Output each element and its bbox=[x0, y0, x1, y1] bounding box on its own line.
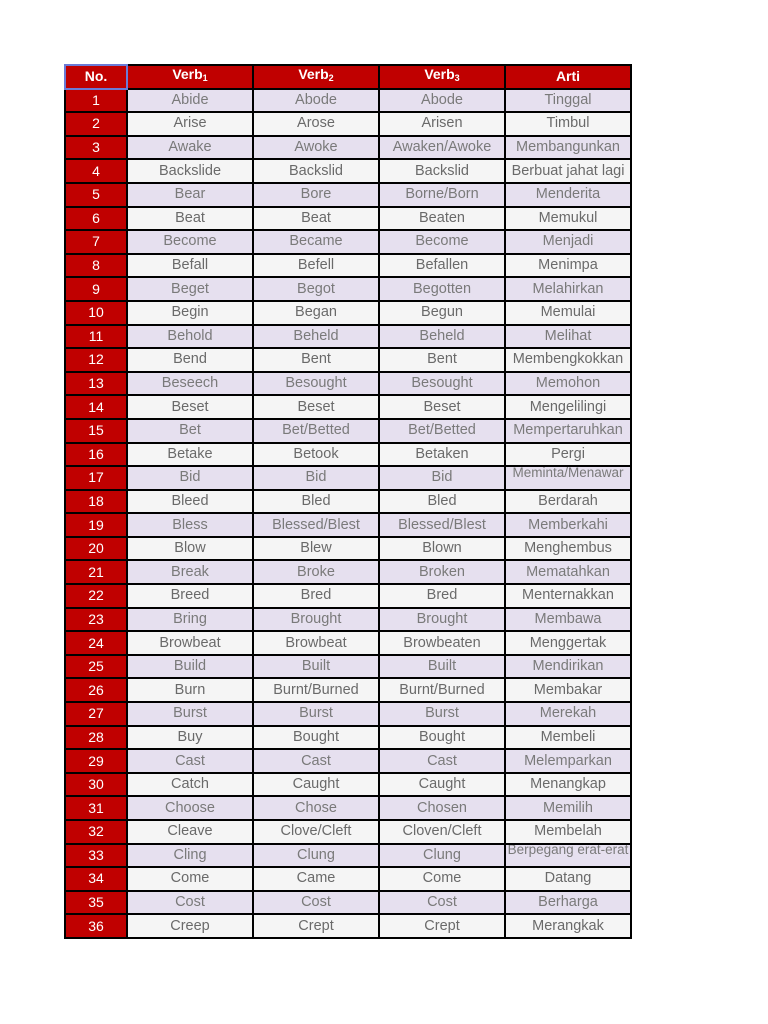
arti-cell[interactable]: Berdarah bbox=[505, 490, 631, 514]
arti-cell[interactable]: Membengkokkan bbox=[505, 348, 631, 372]
verb2-cell[interactable]: Besought bbox=[253, 372, 379, 396]
verb2-cell[interactable]: Bore bbox=[253, 183, 379, 207]
arti-cell-text: Meminta/Menawar bbox=[512, 466, 624, 480]
table-row bbox=[65, 608, 631, 632]
arti-cell[interactable]: Menimpa bbox=[505, 254, 631, 278]
verb1-cell[interactable]: Choose bbox=[127, 796, 253, 820]
verb2-cell[interactable]: Became bbox=[253, 230, 379, 254]
table-row bbox=[65, 207, 631, 231]
verb3-cell[interactable]: Betaken bbox=[379, 443, 505, 467]
verb2-cell[interactable]: Clung bbox=[253, 844, 379, 868]
verb1-cell[interactable]: Bring bbox=[127, 608, 253, 632]
verb3-cell[interactable]: Built bbox=[379, 655, 505, 679]
arti-cell-text: Berpegang erat-erat bbox=[507, 843, 629, 858]
arti-cell[interactable] bbox=[505, 844, 631, 868]
verb1-cell[interactable]: Catch bbox=[127, 773, 253, 797]
row-number[interactable]: 21 bbox=[65, 560, 127, 584]
verb1-cell[interactable]: Buy bbox=[127, 726, 253, 750]
table-row bbox=[65, 372, 631, 396]
header-no[interactable]: No. bbox=[65, 65, 127, 89]
arti-cell[interactable]: Memulai bbox=[505, 301, 631, 325]
verb3-cell[interactable]: Broken bbox=[379, 560, 505, 584]
verb1-cell[interactable]: Cost bbox=[127, 891, 253, 915]
verb1-cell[interactable]: Burst bbox=[127, 702, 253, 726]
table-row bbox=[65, 136, 631, 160]
row-number[interactable]: 9 bbox=[65, 277, 127, 301]
verb3-cell[interactable]: Beheld bbox=[379, 325, 505, 349]
verb1-cell[interactable]: Creep bbox=[127, 914, 253, 938]
verb2-cell[interactable]: Blew bbox=[253, 537, 379, 561]
table-row bbox=[65, 844, 631, 868]
row-number[interactable]: 32 bbox=[65, 820, 127, 844]
table-row bbox=[65, 914, 631, 938]
verb1-cell[interactable]: Come bbox=[127, 867, 253, 891]
row-number[interactable]: 12 bbox=[65, 348, 127, 372]
arti-cell[interactable]: Melemparkan bbox=[505, 749, 631, 773]
header-verb2[interactable]: Verb$_2$ bbox=[253, 65, 379, 89]
verb2-cell[interactable]: Beat bbox=[253, 207, 379, 231]
verb3-cell[interactable]: Become bbox=[379, 230, 505, 254]
verb2-cell[interactable]: Cast bbox=[253, 749, 379, 773]
row-number[interactable]: 16 bbox=[65, 443, 127, 467]
verb1-cell[interactable]: Bless bbox=[127, 513, 253, 537]
table-row bbox=[65, 537, 631, 561]
verb3-cell[interactable]: Bought bbox=[379, 726, 505, 750]
verb3-cell[interactable]: Blown bbox=[379, 537, 505, 561]
verb1-cell[interactable]: Build bbox=[127, 655, 253, 679]
verb1-cell[interactable]: Cast bbox=[127, 749, 253, 773]
header-row bbox=[65, 65, 631, 89]
arti-cell[interactable]: Melahirkan bbox=[505, 277, 631, 301]
verb3-cell[interactable]: Beset bbox=[379, 395, 505, 419]
row-number[interactable]: 36 bbox=[65, 914, 127, 938]
verb1-cell[interactable]: Begin bbox=[127, 301, 253, 325]
row-number[interactable]: 22 bbox=[65, 584, 127, 608]
arti-cell[interactable]: Melihat bbox=[505, 325, 631, 349]
verb2-cell[interactable]: Beset bbox=[253, 395, 379, 419]
verb1-cell[interactable]: Arise bbox=[127, 112, 253, 136]
verb3-cell[interactable]: Cloven/Cleft bbox=[379, 820, 505, 844]
verb2-cell[interactable]: Browbeat bbox=[253, 631, 379, 655]
verb3-cell[interactable]: Awaken/Awoke bbox=[379, 136, 505, 160]
verb1-cell[interactable]: Betake bbox=[127, 443, 253, 467]
row-number[interactable]: 11 bbox=[65, 325, 127, 349]
verb2-cell[interactable]: Bled bbox=[253, 490, 379, 514]
table-row bbox=[65, 254, 631, 278]
row-number[interactable]: 26 bbox=[65, 678, 127, 702]
verb3-cell[interactable]: Chosen bbox=[379, 796, 505, 820]
table-row bbox=[65, 490, 631, 514]
verb3-cell[interactable]: Cost bbox=[379, 891, 505, 915]
verb1-cell[interactable]: Beseech bbox=[127, 372, 253, 396]
verb2-cell[interactable]: Caught bbox=[253, 773, 379, 797]
row-number[interactable]: 5 bbox=[65, 183, 127, 207]
row-number[interactable]: 8 bbox=[65, 254, 127, 278]
verb3-cell[interactable]: Come bbox=[379, 867, 505, 891]
row-number[interactable]: 4 bbox=[65, 159, 127, 183]
verb3-cell[interactable]: Begun bbox=[379, 301, 505, 325]
row-number[interactable]: 7 bbox=[65, 230, 127, 254]
verb2-cell[interactable]: Awoke bbox=[253, 136, 379, 160]
arti-cell[interactable]: Membawa bbox=[505, 608, 631, 632]
verb1-cell[interactable]: Break bbox=[127, 560, 253, 584]
row-number[interactable]: 29 bbox=[65, 749, 127, 773]
verb1-cell[interactable]: Bet bbox=[127, 419, 253, 443]
arti-cell[interactable]: Datang bbox=[505, 867, 631, 891]
verb1-cell[interactable]: Breed bbox=[127, 584, 253, 608]
arti-cell[interactable]: Menangkap bbox=[505, 773, 631, 797]
verb1-cell[interactable]: Abide bbox=[127, 89, 253, 113]
row-number[interactable]: 23 bbox=[65, 608, 127, 632]
verb2-cell[interactable]: Bid bbox=[253, 466, 379, 490]
arti-cell[interactable]: Membeli bbox=[505, 726, 631, 750]
verb2-cell[interactable]: Bought bbox=[253, 726, 379, 750]
verb2-cell[interactable]: Brought bbox=[253, 608, 379, 632]
header-verb1[interactable]: Verb$_1$ bbox=[127, 65, 253, 89]
table-row bbox=[65, 726, 631, 750]
verb3-cell[interactable]: Clung bbox=[379, 844, 505, 868]
verb1-cell[interactable]: Beget bbox=[127, 277, 253, 301]
table-row bbox=[65, 655, 631, 679]
table-row bbox=[65, 395, 631, 419]
table-row bbox=[65, 348, 631, 372]
verb3-cell[interactable]: Brought bbox=[379, 608, 505, 632]
row-number[interactable]: 13 bbox=[65, 372, 127, 396]
verb1-cell[interactable]: Become bbox=[127, 230, 253, 254]
verb2-cell[interactable]: Backslid bbox=[253, 159, 379, 183]
verb3-cell[interactable]: Burst bbox=[379, 702, 505, 726]
verb1-cell[interactable]: Backslide bbox=[127, 159, 253, 183]
arti-cell[interactable]: Menjadi bbox=[505, 230, 631, 254]
verb2-cell[interactable]: Befell bbox=[253, 254, 379, 278]
row-number[interactable]: 25 bbox=[65, 655, 127, 679]
verb3-cell[interactable]: Arisen bbox=[379, 112, 505, 136]
verb3-cell[interactable]: Burnt/Burned bbox=[379, 678, 505, 702]
row-number[interactable]: 28 bbox=[65, 726, 127, 750]
table-row bbox=[65, 796, 631, 820]
arti-cell[interactable]: Membelah bbox=[505, 820, 631, 844]
table-row bbox=[65, 513, 631, 537]
arti-cell[interactable] bbox=[505, 466, 631, 490]
verb2-cell[interactable]: Begot bbox=[253, 277, 379, 301]
arti-cell[interactable]: Tinggal bbox=[505, 89, 631, 113]
verb3-cell[interactable]: Bled bbox=[379, 490, 505, 514]
arti-cell[interactable]: Mendirikan bbox=[505, 655, 631, 679]
arti-cell[interactable]: Mematahkan bbox=[505, 560, 631, 584]
row-number[interactable]: 27 bbox=[65, 702, 127, 726]
verb2-cell[interactable]: Arose bbox=[253, 112, 379, 136]
verb1-cell[interactable]: Awake bbox=[127, 136, 253, 160]
table-row bbox=[65, 678, 631, 702]
table-row bbox=[65, 631, 631, 655]
table-row bbox=[65, 277, 631, 301]
verb2-cell[interactable]: Bred bbox=[253, 584, 379, 608]
verb3-cell[interactable]: Bent bbox=[379, 348, 505, 372]
verb3-cell[interactable]: Cast bbox=[379, 749, 505, 773]
verb2-cell[interactable]: Cost bbox=[253, 891, 379, 915]
verb3-cell[interactable]: Blessed/Blest bbox=[379, 513, 505, 537]
verb1-cell[interactable]: Beset bbox=[127, 395, 253, 419]
arti-cell[interactable]: Berharga bbox=[505, 891, 631, 915]
row-number[interactable]: 6 bbox=[65, 207, 127, 231]
header-arti[interactable]: Arti bbox=[505, 65, 631, 89]
arti-cell[interactable]: Mengelilingi bbox=[505, 395, 631, 419]
row-number[interactable]: 33 bbox=[65, 844, 127, 868]
row-number[interactable]: 35 bbox=[65, 891, 127, 915]
header-verb3[interactable]: Verb$_3$ bbox=[379, 65, 505, 89]
row-number[interactable]: 2 bbox=[65, 112, 127, 136]
verb1-cell[interactable]: Befall bbox=[127, 254, 253, 278]
arti-cell[interactable]: Merangkak bbox=[505, 914, 631, 938]
verb2-cell[interactable]: Bet/Betted bbox=[253, 419, 379, 443]
verb3-cell[interactable]: Browbeaten bbox=[379, 631, 505, 655]
verb2-cell[interactable]: Crept bbox=[253, 914, 379, 938]
verb3-cell[interactable]: Besought bbox=[379, 372, 505, 396]
verb3-cell[interactable]: Backslid bbox=[379, 159, 505, 183]
table-row bbox=[65, 159, 631, 183]
row-number[interactable]: 24 bbox=[65, 631, 127, 655]
arti-cell[interactable]: Membakar bbox=[505, 678, 631, 702]
row-number[interactable]: 10 bbox=[65, 301, 127, 325]
table-row bbox=[65, 183, 631, 207]
verb2-cell[interactable]: Burst bbox=[253, 702, 379, 726]
verb1-cell[interactable]: Bid bbox=[127, 466, 253, 490]
table-row bbox=[65, 749, 631, 773]
verb2-cell[interactable]: Bent bbox=[253, 348, 379, 372]
table-row bbox=[65, 89, 631, 113]
row-number[interactable]: 15 bbox=[65, 419, 127, 443]
verb1-cell[interactable]: Cling bbox=[127, 844, 253, 868]
verb1-cell[interactable]: Bleed bbox=[127, 490, 253, 514]
verb3-cell[interactable]: Borne/Born bbox=[379, 183, 505, 207]
arti-cell[interactable]: Pergi bbox=[505, 443, 631, 467]
verb2-cell[interactable]: Came bbox=[253, 867, 379, 891]
verb3-cell[interactable]: Caught bbox=[379, 773, 505, 797]
verb3-cell[interactable]: Befallen bbox=[379, 254, 505, 278]
verb1-cell[interactable]: Bend bbox=[127, 348, 253, 372]
table-row bbox=[65, 443, 631, 467]
table-row bbox=[65, 112, 631, 136]
arti-cell[interactable]: Merekah bbox=[505, 702, 631, 726]
verb2-cell[interactable]: Abode bbox=[253, 89, 379, 113]
table-row bbox=[65, 560, 631, 584]
verb1-cell[interactable]: Cleave bbox=[127, 820, 253, 844]
verb2-cell[interactable]: Beheld bbox=[253, 325, 379, 349]
verb3-cell[interactable]: Begotten bbox=[379, 277, 505, 301]
row-number[interactable]: 18 bbox=[65, 490, 127, 514]
verb3-cell[interactable]: Crept bbox=[379, 914, 505, 938]
arti-cell[interactable]: Memohon bbox=[505, 372, 631, 396]
row-number[interactable]: 30 bbox=[65, 773, 127, 797]
arti-cell[interactable]: Menghembus bbox=[505, 537, 631, 561]
verb2-cell[interactable]: Burnt/Burned bbox=[253, 678, 379, 702]
table-row bbox=[65, 466, 631, 490]
row-number[interactable]: 1 bbox=[65, 89, 127, 113]
verb1-cell[interactable]: Browbeat bbox=[127, 631, 253, 655]
verb1-cell[interactable]: Burn bbox=[127, 678, 253, 702]
arti-cell[interactable]: Memberkahi bbox=[505, 513, 631, 537]
arti-cell[interactable]: Mempertaruhkan bbox=[505, 419, 631, 443]
arti-cell[interactable]: Menternakkan bbox=[505, 584, 631, 608]
verb2-cell[interactable]: Began bbox=[253, 301, 379, 325]
arti-cell[interactable]: Memilih bbox=[505, 796, 631, 820]
row-number[interactable]: 14 bbox=[65, 395, 127, 419]
irregular-verbs-table bbox=[64, 64, 632, 939]
verb2-cell[interactable]: Chose bbox=[253, 796, 379, 820]
table-row bbox=[65, 230, 631, 254]
verb2-cell[interactable]: Broke bbox=[253, 560, 379, 584]
table-row bbox=[65, 867, 631, 891]
verb1-cell[interactable]: Behold bbox=[127, 325, 253, 349]
verb1-cell[interactable]: Blow bbox=[127, 537, 253, 561]
verb3-cell[interactable]: Beaten bbox=[379, 207, 505, 231]
table-row bbox=[65, 891, 631, 915]
row-number[interactable]: 17 bbox=[65, 466, 127, 490]
table-row bbox=[65, 702, 631, 726]
verb3-cell[interactable]: Abode bbox=[379, 89, 505, 113]
verb2-cell[interactable]: Clove/Cleft bbox=[253, 820, 379, 844]
table-row bbox=[65, 325, 631, 349]
table-row bbox=[65, 419, 631, 443]
verb2-cell[interactable]: Built bbox=[253, 655, 379, 679]
arti-cell[interactable]: Menderita bbox=[505, 183, 631, 207]
arti-cell[interactable]: Membangunkan bbox=[505, 136, 631, 160]
arti-cell[interactable]: Timbul bbox=[505, 112, 631, 136]
verb3-cell[interactable]: Bred bbox=[379, 584, 505, 608]
row-number[interactable]: 31 bbox=[65, 796, 127, 820]
table-row bbox=[65, 584, 631, 608]
verb1-cell[interactable]: Bear bbox=[127, 183, 253, 207]
table-row bbox=[65, 773, 631, 797]
row-number[interactable]: 20 bbox=[65, 537, 127, 561]
row-number[interactable]: 3 bbox=[65, 136, 127, 160]
arti-cell[interactable]: Berbuat jahat lagi bbox=[505, 159, 631, 183]
verb2-cell[interactable]: Betook bbox=[253, 443, 379, 467]
arti-cell[interactable]: Menggertak bbox=[505, 631, 631, 655]
verb3-cell[interactable]: Bet/Betted bbox=[379, 419, 505, 443]
verb3-cell[interactable]: Bid bbox=[379, 466, 505, 490]
row-number[interactable]: 34 bbox=[65, 867, 127, 891]
table-row bbox=[65, 820, 631, 844]
verb2-cell[interactable]: Blessed/Blest bbox=[253, 513, 379, 537]
table-row bbox=[65, 301, 631, 325]
arti-cell[interactable]: Memukul bbox=[505, 207, 631, 231]
verb1-cell[interactable]: Beat bbox=[127, 207, 253, 231]
row-number[interactable]: 19 bbox=[65, 513, 127, 537]
